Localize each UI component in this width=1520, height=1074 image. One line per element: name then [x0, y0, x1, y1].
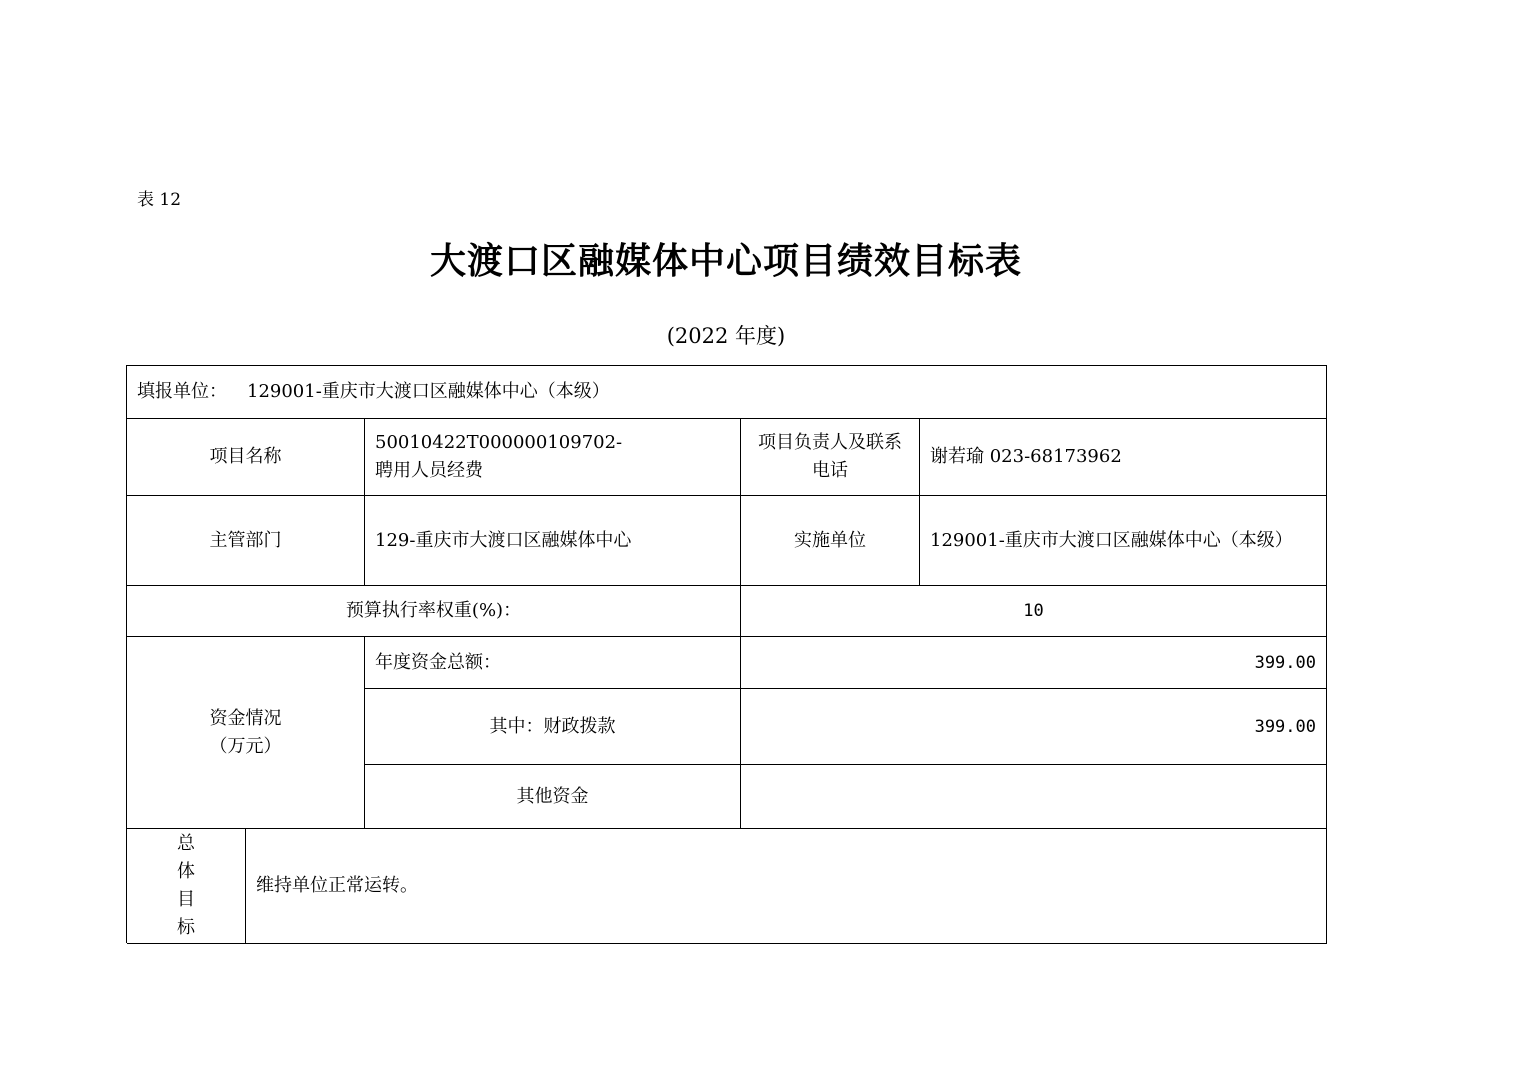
- owner-value-text: 谢若瑜 023-68173962: [930, 446, 1122, 467]
- table-number: 表 12: [137, 190, 182, 210]
- fiscal-label-text: 其中：财政拨款: [489, 715, 616, 737]
- annual-total-value-text: 399.00: [1254, 652, 1316, 673]
- dept-value: [365, 496, 741, 586]
- funds-label-line2: （万元）: [209, 735, 282, 757]
- impl-value-text: 129001-重庆市大渡口区融媒体中心（本级）: [930, 529, 1293, 551]
- annual-total-label-text: 年度资金总额：: [375, 651, 501, 673]
- goal-label-char: 目: [177, 889, 195, 910]
- project-name-label: [127, 419, 365, 496]
- year-subtitle: (2022 年度): [666, 324, 786, 348]
- owner-value: [920, 419, 1327, 496]
- project-name-label-text: 项目名称: [209, 446, 282, 467]
- impl-value: [920, 496, 1327, 586]
- other-funds-value: [741, 765, 1327, 829]
- performance-goal-table: [126, 365, 1327, 943]
- weight-value-text: 10: [1023, 601, 1044, 621]
- fiscal-value: [741, 689, 1327, 765]
- fiscal-label: [365, 689, 741, 765]
- weight-value: [741, 586, 1327, 637]
- filler-unit-label: 填报单位：: [137, 381, 227, 402]
- funds-label-line1: 资金情况: [209, 707, 282, 729]
- annual-total-label: [365, 637, 741, 689]
- overall-goal-label: [127, 829, 246, 944]
- owner-label-line1: 项目负责人及联系: [758, 432, 902, 453]
- project-name-value: [365, 419, 741, 496]
- fiscal-value-text: 399.00: [1254, 716, 1316, 737]
- owner-label: [741, 419, 920, 496]
- goal-label-char: 总: [177, 833, 195, 854]
- project-code: 50010422T000000109702-: [375, 432, 623, 453]
- filler-unit-cell: [127, 366, 1327, 419]
- dept-label-text: 主管部门: [209, 529, 282, 551]
- goal-label-char: 标: [177, 917, 195, 938]
- annual-total-value: [741, 637, 1327, 689]
- overall-goal-text: 维持单位正常运转。: [256, 875, 418, 896]
- funds-label: [127, 637, 365, 829]
- overall-goal-value: [246, 829, 1327, 944]
- weight-label: [127, 586, 741, 637]
- dept-label: [127, 496, 365, 586]
- other-funds-label: [365, 765, 741, 829]
- impl-label: [741, 496, 920, 586]
- weight-label-text: 预算执行率权重(%)：: [345, 600, 522, 621]
- filler-unit-value: 129001-重庆市大渡口区融媒体中心（本级）: [247, 381, 610, 402]
- dept-value-text: 129-重庆市大渡口区融媒体中心: [375, 529, 632, 551]
- impl-label-text: 实施单位: [794, 529, 866, 551]
- goal-label-char: 体: [177, 861, 195, 882]
- page-title: 大渡口区融媒体中心项目绩效目标表: [429, 241, 1022, 282]
- owner-label-line2: 电话: [812, 460, 848, 481]
- other-funds-label-text: 其他资金: [516, 785, 589, 807]
- project-title: 聘用人员经费: [375, 460, 483, 481]
